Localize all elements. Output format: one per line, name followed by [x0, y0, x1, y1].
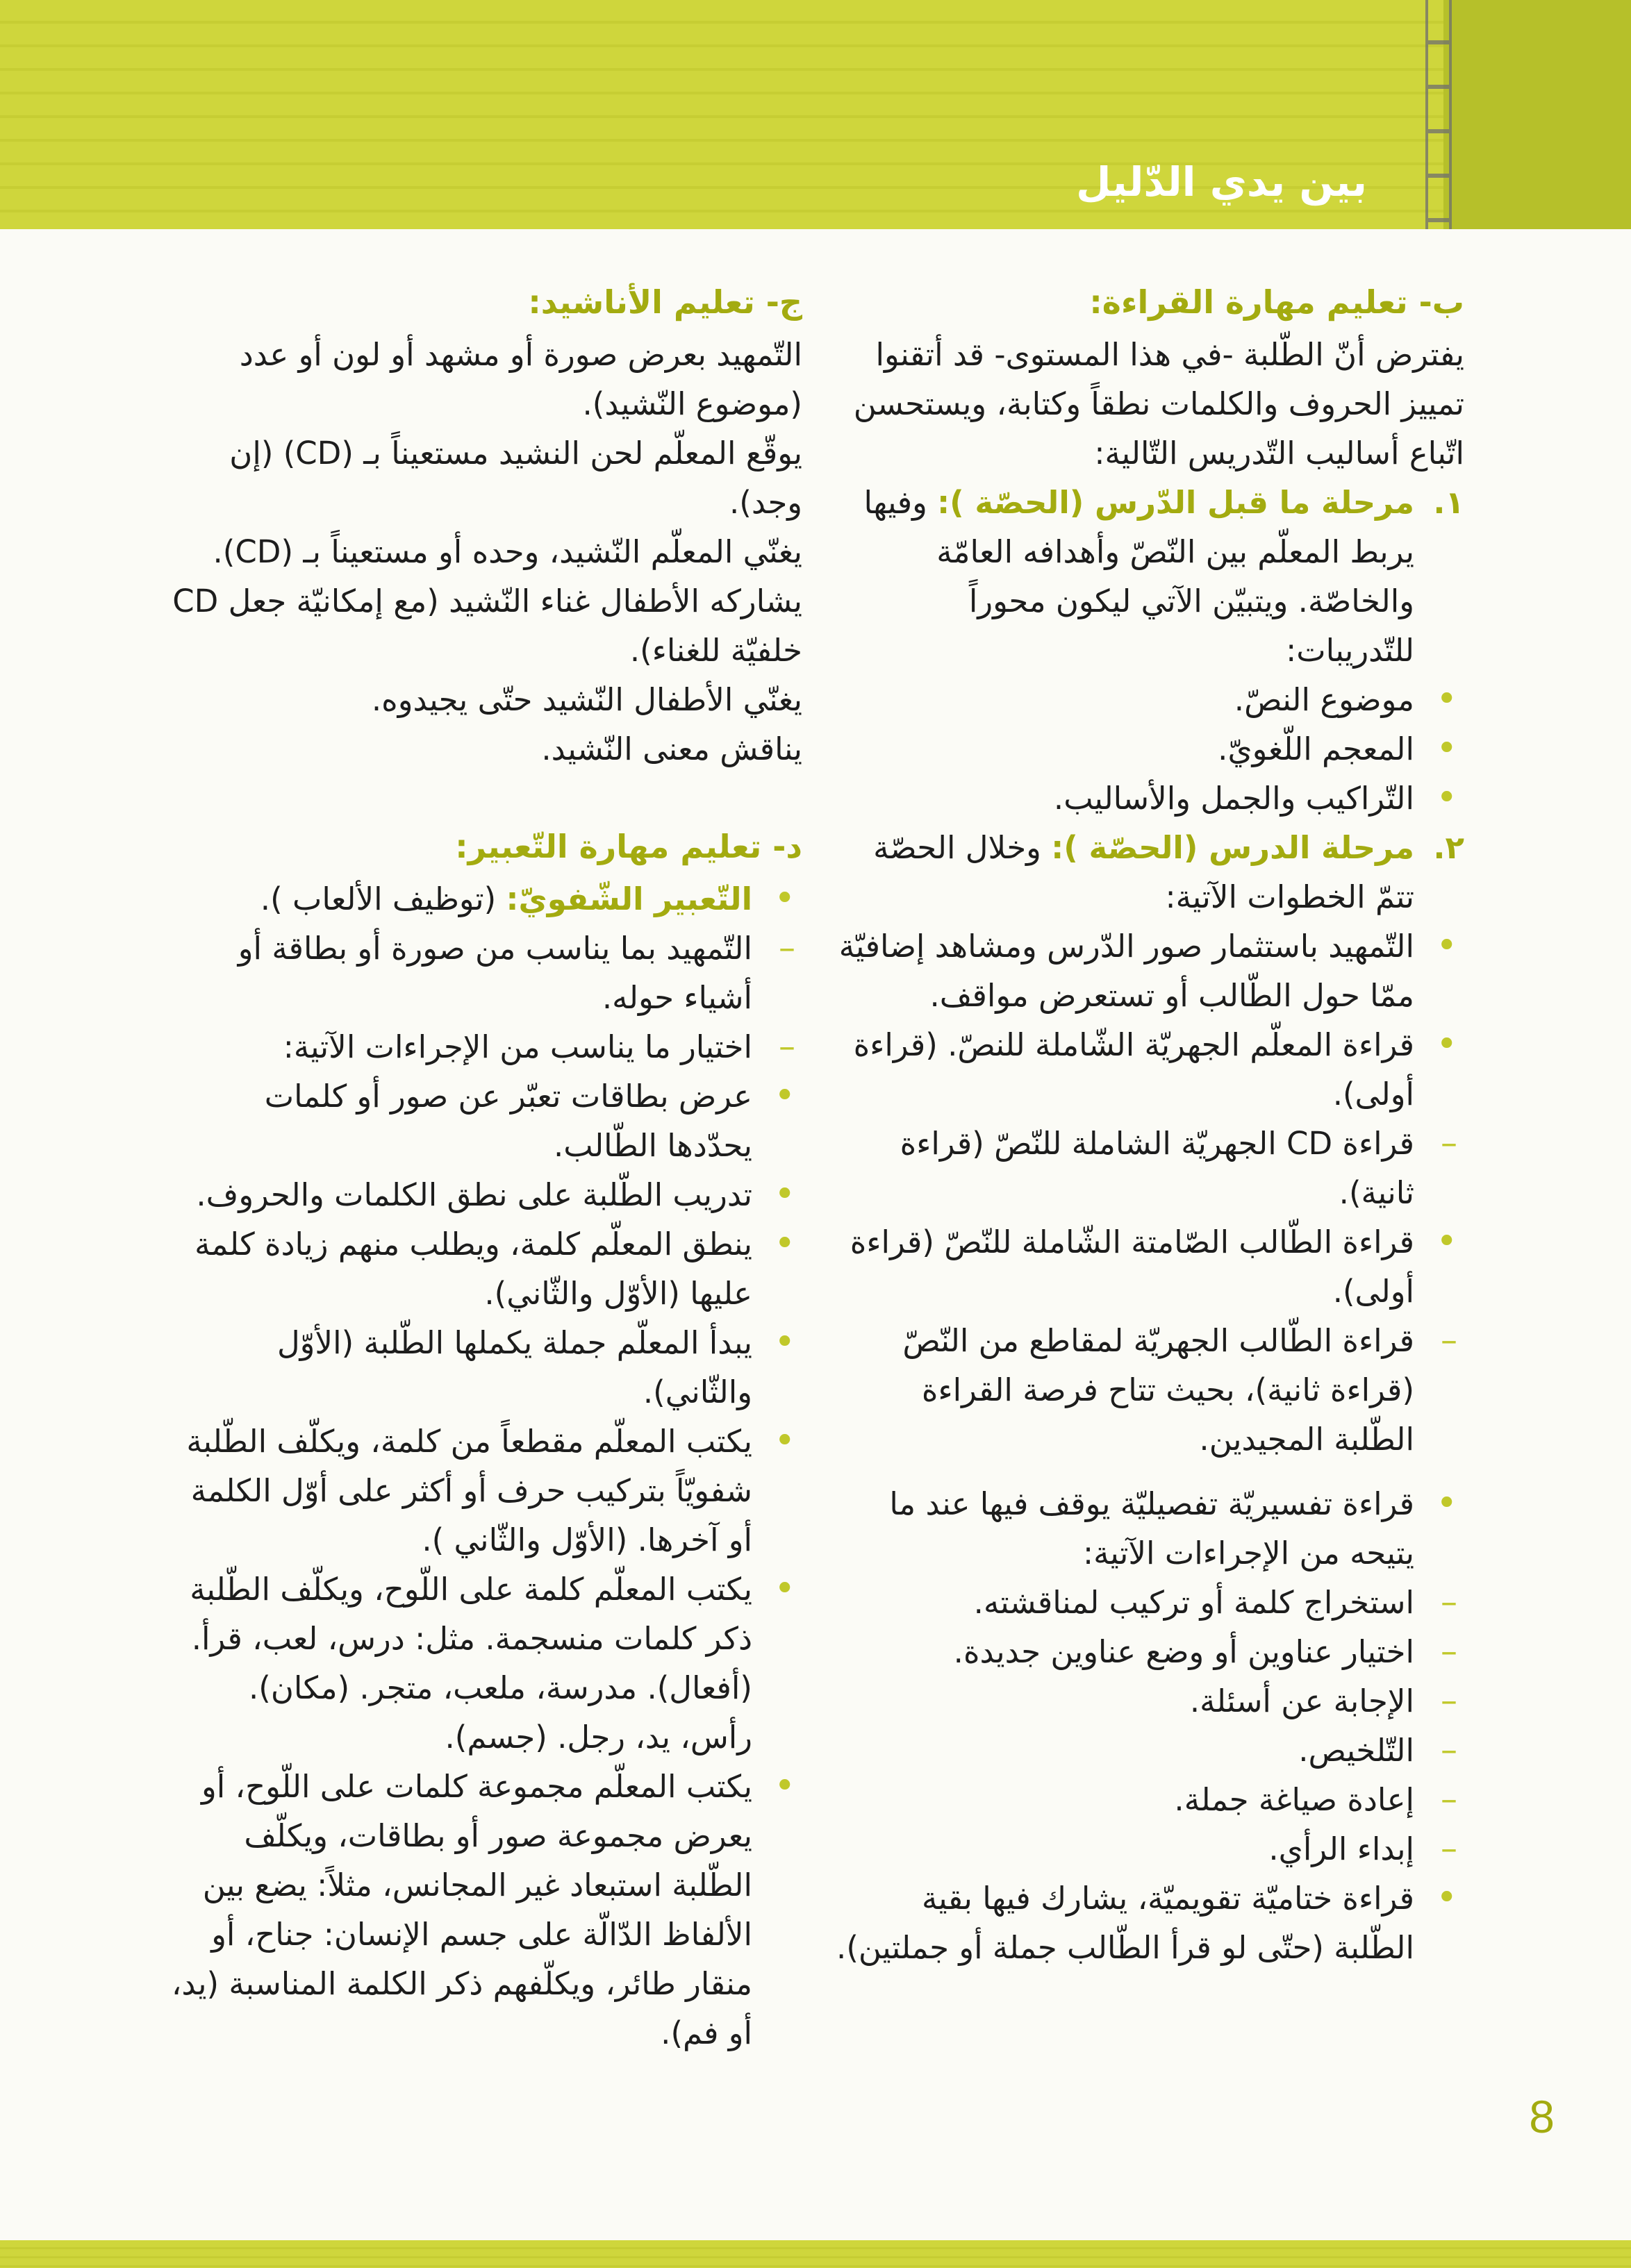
reading-heading: ب- تعليم مهارة القراءة:: [1089, 283, 1464, 321]
list-item: – إبداء الرأي.: [832, 1824, 1464, 1874]
stage-1-text: وفيها يربط المعلّم بين النّصّ وأهدافه العامّة والخاصّة. ويتبيّن الآتي ليكون محوراً للتّدريبات:: [863, 484, 1414, 669]
list-item: • يكتب المعلّم كلمة على اللّوح، ويكلّف الطّلبة ذكر كلمات منسجمة. مثل: درس، لعب، قرأ. (أفعال). مدرسة، ملعب، متجر. (مكان). رأس، يد، رجل. (جسم).: [170, 1565, 802, 1762]
page-number: 8: [1529, 2091, 1555, 2142]
stage-1-items: [832, 675, 1464, 823]
list-item: – قراءة الطّالب الجهريّة لمقاطع من النّصّ (قراءة ثانية)، بحيث تتاح فرصة القراءة الطّلبة المجيدين.: [832, 1316, 1464, 1464]
song-line: يغنّي الأطفال النّشيد حتّى يجيدوه.: [371, 681, 802, 718]
list-item: • ينطق المعلّم كلمة، ويطلب منهم زيادة كلمة عليها (الأوّل والثّاني).: [170, 1219, 802, 1318]
stages-list: [832, 478, 1464, 675]
list-item: • قراءة الطّالب الصّامتة الشّاملة للنّصّ (قراءة أولى).: [832, 1217, 1464, 1316]
stage-2-number: ٢.: [1433, 829, 1464, 866]
expression-heading: د- تعليم مهارة التّعبير:: [455, 828, 802, 865]
list-item: • موضوع النصّ.: [832, 675, 1464, 724]
list-item: – اختيار ما يناسب من الإجراءات الآتية:: [170, 1022, 802, 1072]
list-item: • يبدأ المعلّم جملة يكملها الطّلبة (الأوّل والثّاني).: [170, 1318, 802, 1417]
list-item: – إعادة صياغة جملة.: [832, 1775, 1464, 1824]
list-item: – التّلخيص.: [832, 1726, 1464, 1775]
songs-expression-column: [170, 278, 802, 2058]
song-line: التّمهيد بعرض صورة أو مشهد أو لون أو عدد (موضوع النّشيد).: [239, 336, 802, 422]
footer-band: [0, 2240, 1631, 2268]
song-line: يغنّي المعلّم النّشيد، وحده أو مستعيناً بـ (CD).: [213, 533, 802, 570]
reading-steps: [832, 922, 1464, 1972]
stage-2: [832, 823, 1464, 922]
list-item: • تدريب الطّلبة على نطق الكلمات والحروف.: [170, 1170, 802, 1219]
list-item: – التّمهيد بما يناسب من صورة أو بطاقة أو أشياء حوله.: [170, 924, 802, 1022]
list-item: • يكتب المعلّم مجموعة كلمات على اللّوح، أو يعرض مجموعة صور أو بطاقات، ويكلّف الطّلبة استبعاد غير المجانس، مثلاً: يضع بين الألفاظ الدّالّة على جسم الإنسان: جناح، أو منقار طائر، ويكلّفهم ذكر الكلمة المناسبة (يد، أو فم).: [170, 1762, 802, 2058]
oral-expression-label: التّعبير الشّفويّ:: [506, 881, 752, 917]
stage-1-title: مرحلة ما قبل الدّرس (الحصّة ):: [937, 484, 1414, 521]
list-item: • المعجم اللّغويّ.: [832, 724, 1464, 774]
list-item: • التّمهيد باستثمار صور الدّرس ومشاهد إضافيّة ممّا حول الطّالب أو تستعرض مواقف.: [832, 922, 1464, 1020]
list-item: – استخراج كلمة أو تركيب لمناقشته.: [832, 1578, 1464, 1627]
list-item: • قراءة ختاميّة تقويميّة، يشارك فيها بقية الطّلبة (حتّى لو قرأ الطّالب جملة أو جملتين).: [832, 1874, 1464, 1972]
list-item: – قراءة CD الجهريّة الشاملة للنّصّ (قراءة ثانية).: [832, 1119, 1464, 1217]
list-item: • قراءة المعلّم الجهريّة الشّاملة للنصّ. (قراءة أولى).: [832, 1020, 1464, 1119]
page-header-title: بين يدي الدّليل: [1076, 158, 1367, 206]
list-item: • عرض بطاقات تعبّر عن صور أو كلمات يحدّدها الطّالب.: [170, 1072, 802, 1170]
song-line: يناقش معنى النّشيد.: [541, 731, 802, 767]
list-item: – اختيار عناوين أو وضع عناوين جديدة.: [832, 1627, 1464, 1676]
stage-2-title: مرحلة الدرس (الحصّة ):: [1051, 829, 1414, 866]
oral-expression-note: (توظيف الألعاب ).: [260, 881, 497, 917]
songs-heading: ج- تعليم الأناشيد:: [528, 283, 802, 321]
list-item: • التّراكيب والجمل والأساليب.: [832, 774, 1464, 823]
spiral-binding: [1425, 0, 1452, 229]
song-line: يشاركه الأطفال غناء النّشيد (مع إمكانيّة جعل CD خلفيّة للغناء).: [172, 583, 802, 669]
song-line: يوقّع المعلّم لحن النشيد مستعيناً بـ (CD) (إن وجد).: [229, 435, 802, 521]
stages-list-2: [832, 823, 1464, 1972]
reading-section: [832, 278, 1464, 1972]
oral-expression-item: [170, 874, 802, 924]
expression-list: [170, 874, 802, 2058]
list-item: – الإجابة عن أسئلة.: [832, 1676, 1464, 1726]
list-item: • يكتب المعلّم مقطعاً من كلمة، ويكلّف الطّلبة شفويّاً بتركيب حرف أو أكثر على أوّل الكلمة أو آخرها. (الأوّل والثّاني ).: [170, 1417, 802, 1565]
songs-lines: [170, 330, 802, 774]
header-band: [0, 0, 1631, 229]
list-item: • قراءة تفسيريّة تفصيليّة يوقف فيها عند ما يتيحه من الإجراءات الآتية:: [832, 1479, 1464, 1578]
reading-intro: يفترض أنّ الطّلبة -في هذا المستوى- قد أتقنوا تمييز الحروف والكلمات نطقاً وكتابة، ويستحسن اتّباع أساليب التّدريس التّالية:: [853, 336, 1464, 472]
header-accent: [1443, 0, 1631, 229]
stage-1-number: ١.: [1433, 484, 1464, 521]
stage-1: [832, 478, 1464, 675]
stage-2-text: وخلال الحصّة تتمّ الخطوات الآتية:: [873, 829, 1414, 915]
